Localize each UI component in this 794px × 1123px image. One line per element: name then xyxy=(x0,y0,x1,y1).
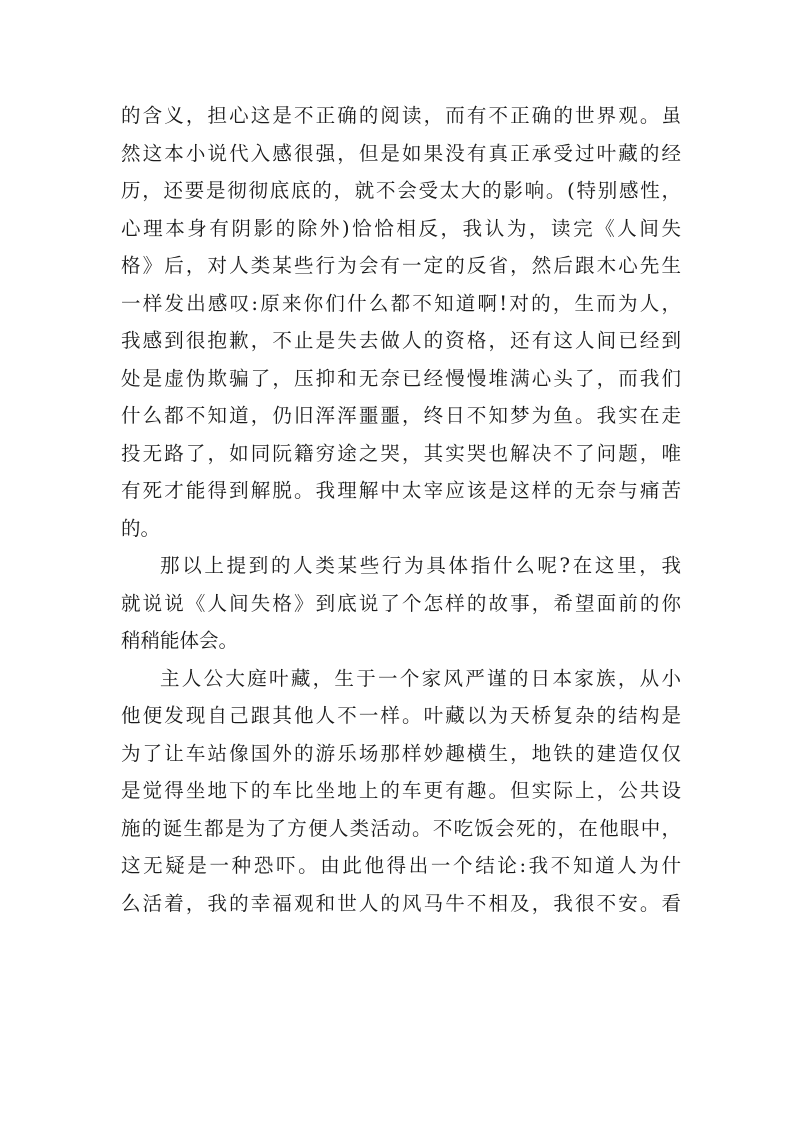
text-line: 历，还要是彻彻底底的，就不会受太大的影响。(特别感性， xyxy=(121,179,681,202)
text-line: 什么都不知道，仍旧浑浑噩噩，终日不知梦为鱼。我实在走 xyxy=(121,404,681,427)
text-line: 那以上提到的人类某些行为具体指什么呢?在这里，我 xyxy=(160,554,681,577)
text-line: 一样发出感叹:原来你们什么都不知道啊!对的，生而为人， xyxy=(121,291,681,315)
text-line: 处是虚伪欺骗了，压抑和无奈已经慢慢堆满心头了，而我们 xyxy=(121,366,681,390)
text-line: 为了让车站像国外的游乐场那样妙趣横生，地铁的建造仅仅 xyxy=(121,741,681,765)
text-line: 么活着，我的幸福观和世人的风马牛不相及，我很不安。看 xyxy=(121,891,681,915)
text-line: 格》后，对人类某些行为会有一定的反省，然后跟木心先生 xyxy=(121,254,681,277)
text-line: 施的诞生都是为了方便人类活动。不吃饭会死的，在他眼中， xyxy=(121,816,681,840)
text-line: 就说说《人间失格》到底说了个怎样的故事，希望面前的你 xyxy=(121,591,681,615)
text-line: 投无路了，如同阮籍穷途之哭，其实哭也解决不了问题，唯 xyxy=(121,441,681,465)
text-line: 稍稍能体会。 xyxy=(121,629,239,652)
text-line: 有死才能得到解脱。我理解中太宰应该是这样的无奈与痛苦 xyxy=(121,479,681,502)
text-line: 的含义，担心这是不正确的阅读，而有不正确的世界观。虽 xyxy=(121,104,681,127)
text-line: 心理本身有阴影的除外)恰恰相反，我认为，读完《人间失 xyxy=(121,216,681,240)
document-body xyxy=(121,97,681,922)
text-line: 主人公大庭叶藏，生于一个家风严谨的日本家族，从小 xyxy=(160,666,681,690)
text-line: 这无疑是一种恐吓。由此他得出一个结论:我不知道人为什 xyxy=(121,854,681,877)
text-line: 是觉得坐地下的车比坐地上的车更有趣。但实际上，公共设 xyxy=(121,779,681,802)
text-line: 我感到很抱歉，不止是失去做人的资格，还有这人间已经到 xyxy=(121,329,681,352)
text-line: 他便发现自己跟其他人不一样。叶藏以为天桥复杂的结构是 xyxy=(121,704,681,727)
text-line: 的。 xyxy=(121,516,161,540)
text-line: 然这本小说代入感很强，但是如果没有真正承受过叶藏的经 xyxy=(121,141,681,165)
